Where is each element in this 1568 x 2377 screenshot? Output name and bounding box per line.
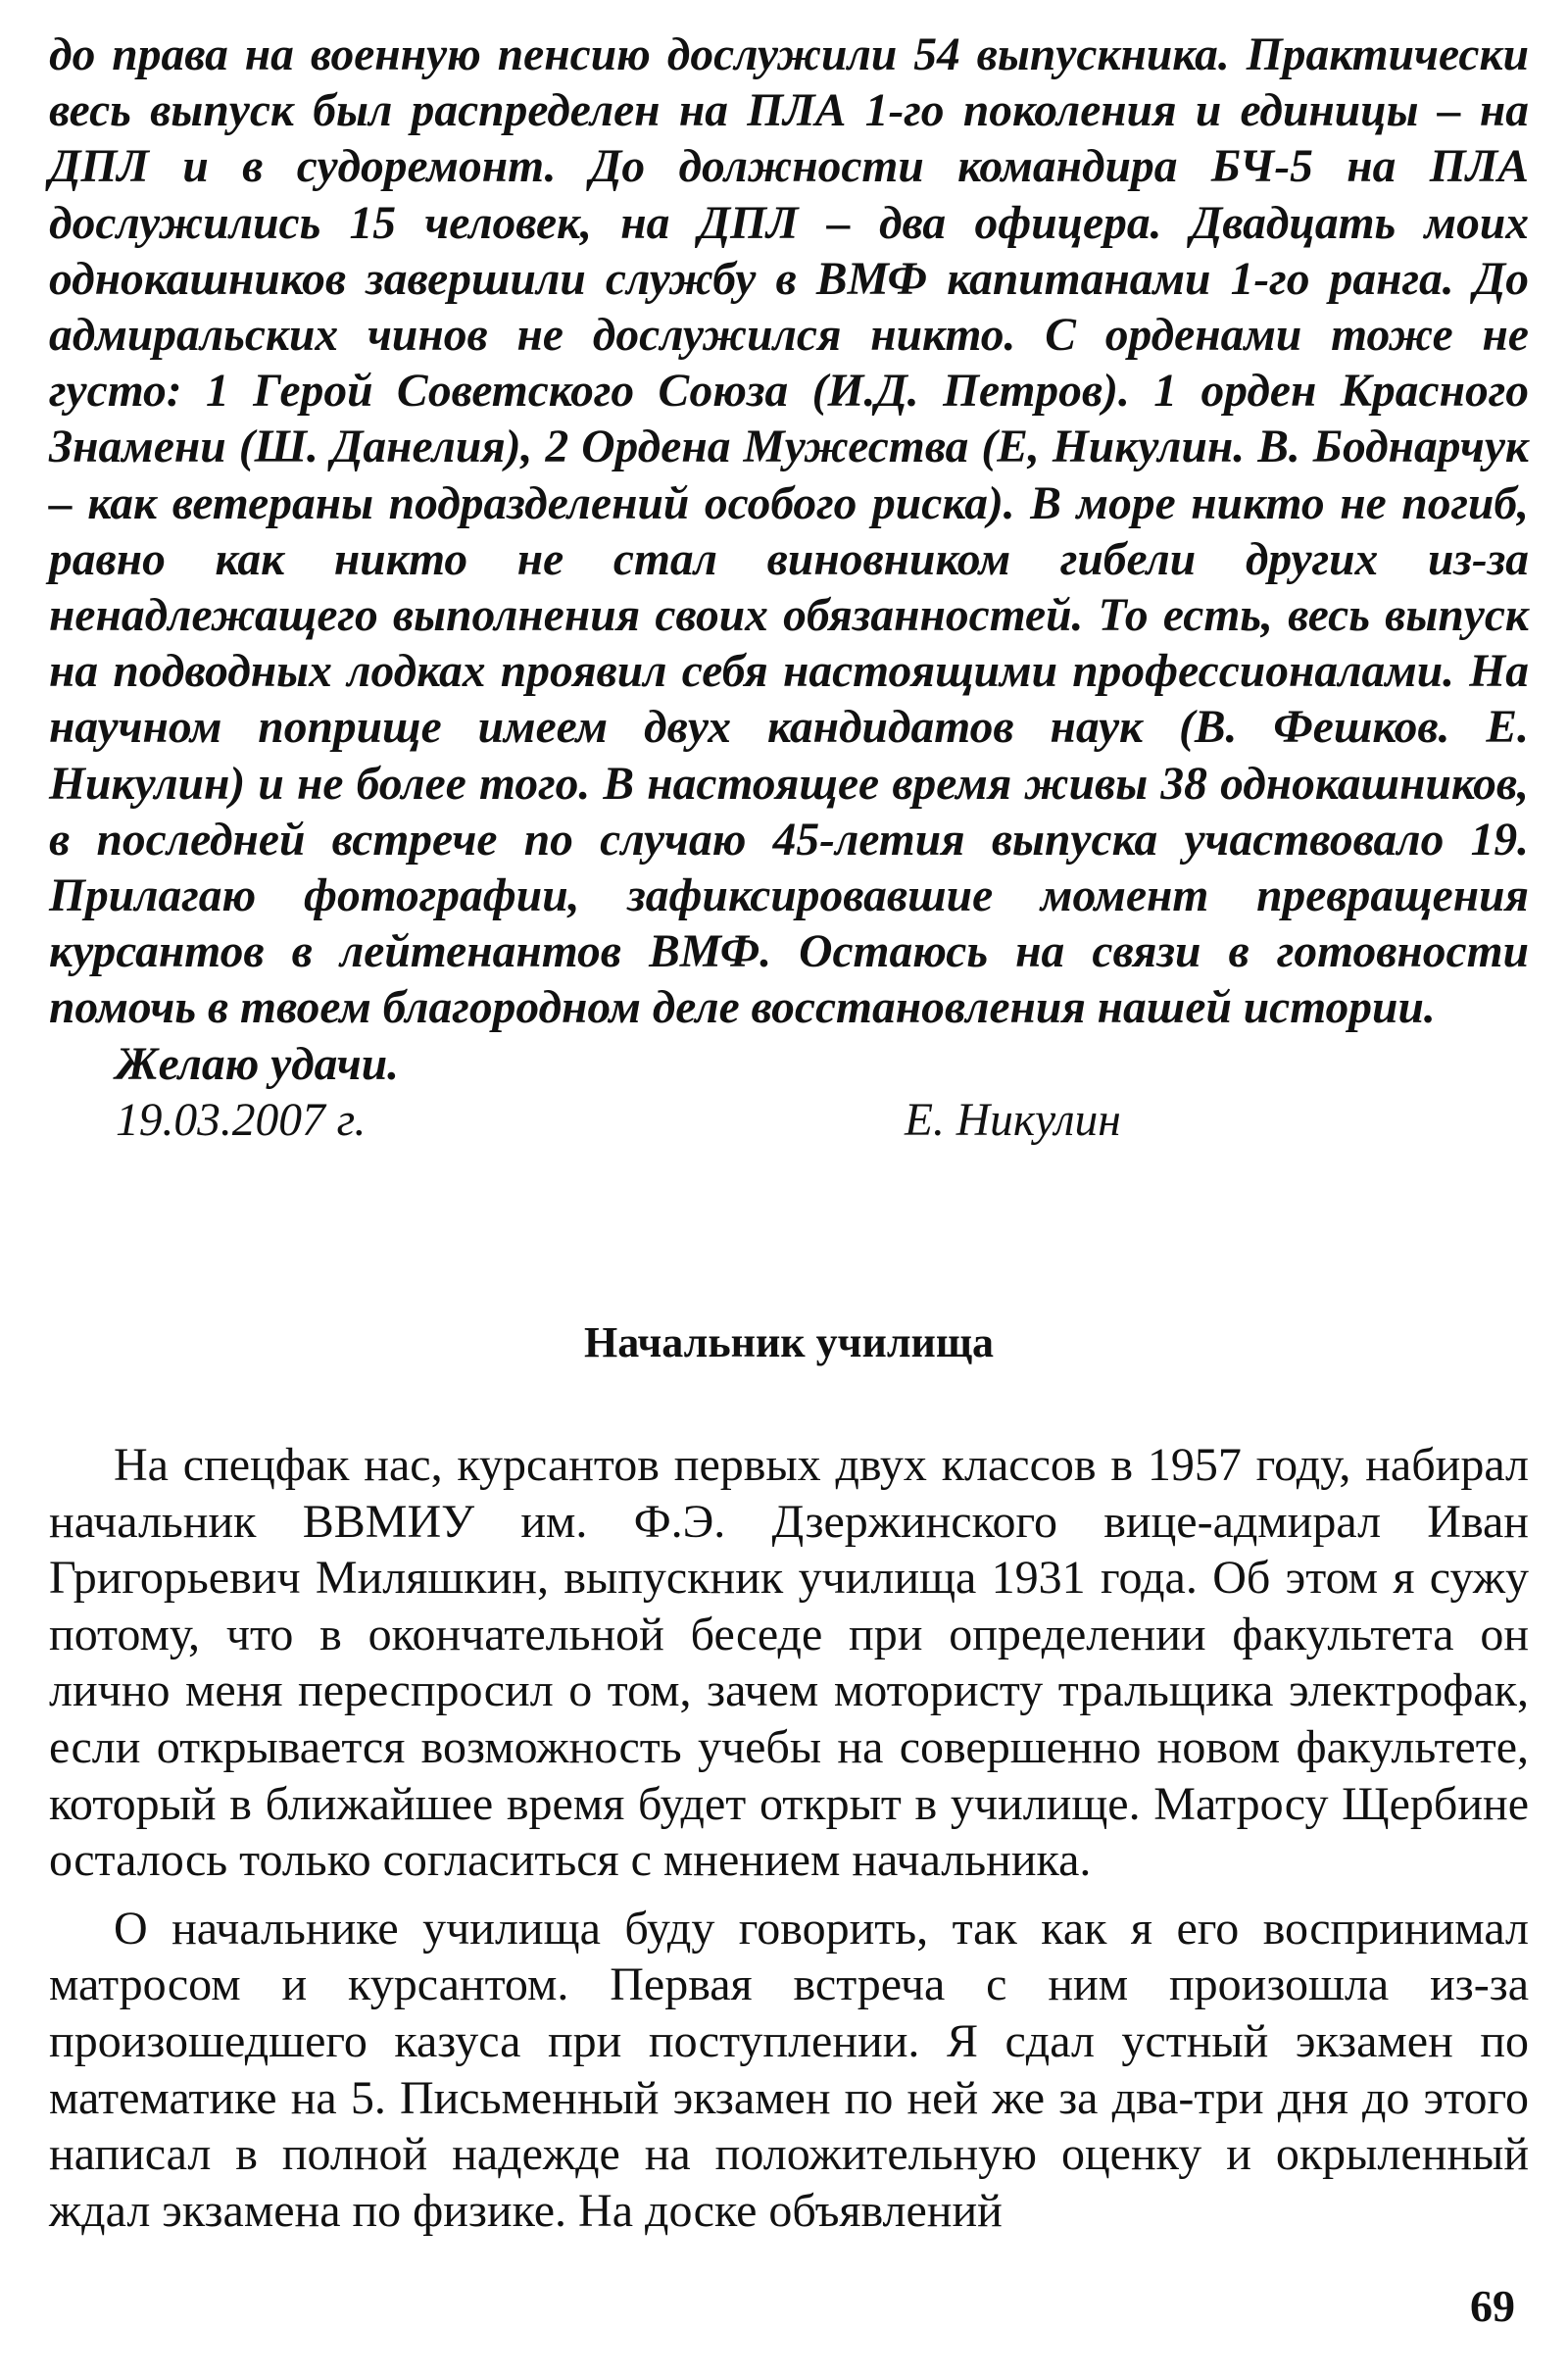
page-number: 69 xyxy=(1470,2281,1515,2331)
book-page xyxy=(49,0,1529,2377)
section-body xyxy=(49,1437,1529,2239)
section-title: Начальник училища xyxy=(583,1318,995,1366)
letter-date: 19.03.2007 г. xyxy=(116,1094,367,1146)
letter-paragraph: до права на военную пенсию дослужили 54 выпускника. Практически весь выпуск был распределен на ПЛА 1-го поколения и единицы – на ДПЛ и в судоремонт. До должности командира БЧ-5 на ПЛА дослужились 15 человек, на ДПЛ – два офицера. Двадцать моих однокашников завершили службу в ВМФ капитанами 1-го ранга. До адмиральских чинов не дослужился никто. С орденами тоже не густо: 1 Герой Советского Союза (И.Д. Петров). 1 орден Красного Знамени (Ш. Данелия), 2 Ордена Мужества (Е, Никулин. В. Боднарчук – как ветераны подразделений особого риска). В море никто не погиб, равно как никто не стал виновником гибели других из-за ненадлежащего выполнения своих обязанностей. То есть, весь выпуск на подводных лодках проявил себя настоящими профессионалами. На научном поприще имеем двух кандидатов наук (В. Фешков. Е. Никулин) и не более того. В настоящее время живы 38 однокашников, в последней встрече по случаю 45-летия выпуска участвовало 19. Прилагаю фотографии, зафиксировавшие момент превращения курсантов в лейтенантов ВМФ. Остаюсь на связи в готовности помочь в твоем благородном деле восстановления нашей истории. xyxy=(49,29,1529,1034)
signature-row xyxy=(49,1093,1529,1149)
letter-signature: Е. Никулин xyxy=(905,1094,1121,1146)
body-paragraph: На спецфак нас, курсантов первых двух классов в 1957 году, набирал начальник ВВМИУ им. Ф.Э. Дзержинского вице-адмирал Иван Григорьевич Миляшкин, выпускник училища 1931 года. Об этом я сужу потому, что в окончательной беседе при определении факультета он лично меня переспросил о том, зачем мотористу тральщика электрофак, если открывается возможность учебы на совершенно новом факультете, который в ближайшее время будет открыт в училище. Матросу Щербине осталось только согласиться с мнением начальника. xyxy=(49,1439,1529,1887)
letter-closing: Желаю удачи. xyxy=(116,1038,400,1090)
body-paragraph: О начальнике училища буду говорить, так как я его воспринимал матросом и курсантом. Первая встреча с ним произошла из-за произошедшего казуса при поступлении. Я сдал устный экзамен по математике на 5. Письменный экзамен по ней же за два-три дня до этого написал в полной надежде на положительную оценку и окрыленный ждал экзамена по физике. На доске объявлений xyxy=(49,1902,1529,2237)
letter-excerpt xyxy=(49,27,1529,1149)
